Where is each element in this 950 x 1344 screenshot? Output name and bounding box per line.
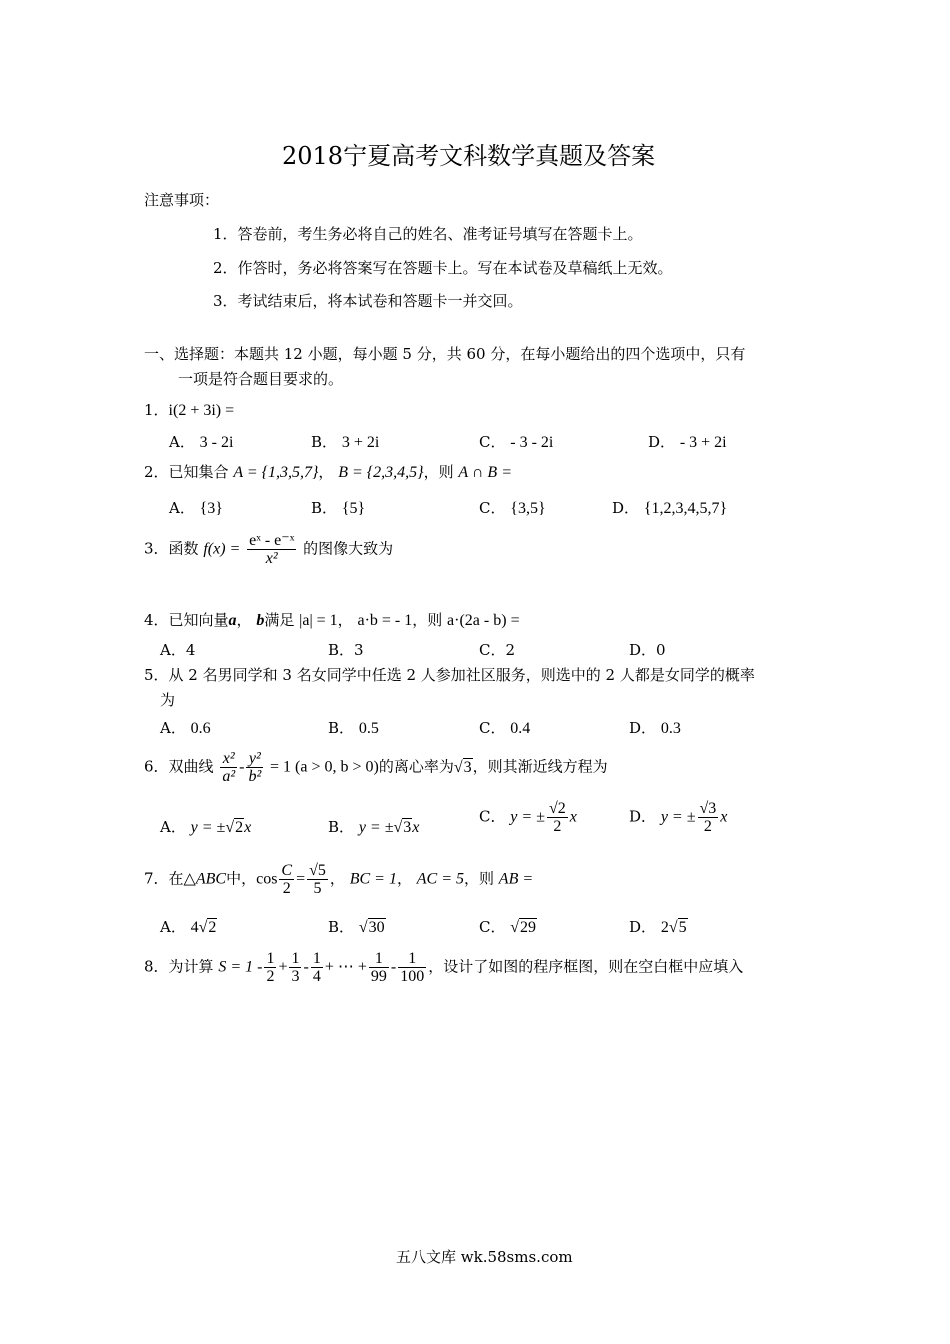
option-label: A． bbox=[160, 719, 186, 737]
radicand: 3 bbox=[708, 800, 717, 817]
q8-fraction bbox=[264, 950, 276, 985]
option-label: A． bbox=[160, 918, 186, 936]
option-value: 0.4 bbox=[510, 720, 531, 737]
q7-fraction-root: $\frac{√5}{5}$ bbox=[309, 862, 326, 897]
option-label: A． bbox=[169, 499, 195, 517]
option-label: B． bbox=[328, 918, 355, 936]
q4-condition-1: |a| = 1 bbox=[299, 612, 338, 629]
radicand: 29 bbox=[520, 919, 537, 936]
option-value: - 3 + 2i bbox=[679, 434, 727, 451]
option-label: D． bbox=[629, 641, 657, 659]
q2-expression: A ∩ B = bbox=[458, 464, 512, 481]
q1-option-d bbox=[648, 432, 727, 453]
fraction-denominator: b² bbox=[248, 768, 262, 785]
q4-option-b bbox=[328, 640, 364, 660]
option-root: √2 bbox=[225, 819, 244, 836]
q4-expression: a·(2a - b) = bbox=[447, 612, 520, 629]
radicand: 30 bbox=[368, 919, 385, 936]
q4-comma: ， bbox=[337, 611, 353, 629]
q2-set-b: B = {2,3,4,5} bbox=[338, 464, 424, 481]
q4-prefix: 4．已知向量 bbox=[144, 611, 229, 629]
q8-prefix: 8．为计算 bbox=[144, 957, 214, 976]
q2-then: ，则 bbox=[423, 463, 454, 481]
option-label: B． bbox=[311, 499, 338, 517]
fraction-numerator: y² bbox=[246, 750, 263, 768]
question-6 bbox=[144, 750, 608, 785]
option-value: 0.5 bbox=[358, 720, 379, 737]
q7-comma: ， bbox=[329, 869, 345, 888]
question-2 bbox=[144, 462, 512, 483]
option-suffix: x bbox=[244, 819, 252, 836]
option-label: B． bbox=[328, 719, 355, 737]
question-4 bbox=[144, 610, 520, 631]
q6-option-c bbox=[479, 800, 577, 835]
q7-triangle: △ABC bbox=[183, 870, 227, 888]
option-label: C． bbox=[479, 807, 506, 826]
option-root: √5 bbox=[668, 919, 687, 936]
q2-set-a: A = {1,3,5,7} bbox=[233, 464, 319, 481]
q3-fraction bbox=[247, 532, 296, 567]
option-value: 3 + 2i bbox=[341, 434, 380, 451]
radicand: 2 bbox=[235, 819, 244, 836]
option-fraction: $\frac{√2}{2}$ bbox=[548, 800, 566, 835]
option-prefix: y = ± bbox=[358, 819, 394, 836]
q8-fraction bbox=[398, 950, 426, 985]
q8-fraction bbox=[369, 950, 389, 985]
option-value: 4 bbox=[185, 641, 196, 659]
question-3 bbox=[144, 532, 393, 567]
plus-sign: + bbox=[278, 958, 288, 976]
question-5-line1: 5．从 2 名男同学和 3 名女同学中任选 2 人参加社区服务，则选中的 2 人都是女同学的概率 bbox=[144, 666, 755, 684]
equals-sign: = bbox=[296, 870, 306, 888]
q6-fraction-y bbox=[246, 750, 263, 785]
option-label: D． bbox=[648, 433, 676, 451]
q6-eccentricity: √3 bbox=[453, 758, 472, 776]
radicand: 3 bbox=[463, 758, 472, 776]
option-value: {3} bbox=[199, 500, 223, 517]
q7-option-a bbox=[160, 917, 217, 938]
q8-sum: S = 1 - bbox=[218, 958, 263, 976]
option-value: 2 bbox=[505, 641, 516, 659]
fraction-denominator: 100 bbox=[400, 968, 425, 985]
minus-sign: - bbox=[239, 758, 245, 776]
q7-ab: AB = bbox=[498, 870, 534, 888]
q7-prefix: 7．在 bbox=[144, 869, 184, 888]
fraction-denominator: 5 bbox=[313, 880, 322, 897]
fraction-numerator: 1 bbox=[291, 950, 300, 967]
q4-vector-b: b bbox=[256, 612, 265, 629]
q7-ac: AC = 5 bbox=[416, 870, 464, 888]
q1-option-b bbox=[311, 432, 379, 453]
q8-fraction bbox=[311, 950, 323, 985]
q2-option-b bbox=[311, 498, 365, 519]
q7-option-d bbox=[629, 917, 688, 938]
q3-suffix: 的图像大致为 bbox=[303, 539, 394, 558]
q7-mid: 中， bbox=[226, 869, 257, 888]
q7-option-c bbox=[479, 917, 537, 938]
q1-option-a bbox=[169, 432, 233, 453]
q1-number: 1． bbox=[144, 401, 169, 419]
option-value: {1,2,3,4,5,7} bbox=[643, 500, 728, 517]
fraction-denominator: 2 bbox=[282, 880, 291, 897]
fraction-denominator: a² bbox=[222, 768, 236, 785]
radicand: 3 bbox=[403, 819, 412, 836]
q4-option-d bbox=[629, 640, 666, 660]
fraction-numerator: eˣ - e⁻ˣ bbox=[249, 532, 295, 549]
option-root: √3 bbox=[393, 819, 412, 836]
q5-option-a bbox=[160, 718, 211, 739]
option-value: {3,5} bbox=[510, 500, 546, 517]
fraction-numerator: 1 bbox=[369, 950, 389, 968]
q2-prefix: 2．已知集合 bbox=[144, 463, 229, 481]
fraction-numerator: x² bbox=[220, 750, 237, 768]
q3-prefix: 3．函数 bbox=[144, 539, 199, 558]
option-label: B． bbox=[328, 818, 355, 836]
option-label: A． bbox=[160, 641, 186, 659]
q5-option-c bbox=[479, 718, 530, 739]
fraction-numerator: 1 bbox=[266, 950, 275, 967]
fraction-denominator: 3 bbox=[291, 968, 300, 985]
q2-option-a bbox=[169, 498, 223, 519]
option-label: D． bbox=[629, 918, 657, 936]
option-coefficient: 2 bbox=[660, 919, 669, 936]
q7-comma: ， bbox=[396, 869, 412, 888]
option-label: C． bbox=[479, 918, 506, 936]
fraction-numerator: 1 bbox=[312, 950, 321, 967]
question-7 bbox=[144, 862, 533, 897]
option-fraction: $\frac{√3}{2}$ bbox=[699, 800, 717, 835]
q4-option-a bbox=[160, 640, 195, 660]
option-label: C． bbox=[479, 499, 506, 517]
q6-prefix: 6．双曲线 bbox=[144, 757, 214, 776]
option-root: √30 bbox=[358, 919, 385, 936]
q6-option-d bbox=[629, 800, 727, 835]
q6-mid: 的离心率为 bbox=[378, 757, 454, 776]
q7-bc: BC = 1 bbox=[349, 870, 397, 888]
option-label: D． bbox=[629, 807, 657, 826]
notice-item-1: 1．答卷前，考生务必将自己的姓名、准考证号填写在答题卡上。 bbox=[213, 225, 643, 243]
option-label: B． bbox=[311, 433, 338, 451]
fraction-numerator: C bbox=[281, 862, 293, 879]
page-title: 2018宁夏高考文科数学真题及答案 bbox=[282, 142, 656, 170]
q4-option-c bbox=[479, 640, 515, 660]
fraction-denominator: x² bbox=[265, 550, 278, 567]
option-suffix: x bbox=[569, 808, 577, 826]
option-value: 3 bbox=[354, 641, 364, 659]
fraction-numerator: 1 bbox=[398, 950, 426, 968]
q8-fraction bbox=[289, 950, 301, 985]
radicand: 5 bbox=[678, 919, 687, 936]
q7-option-b bbox=[328, 917, 386, 938]
q8-suffix: ，设计了如图的程序框图，则在空白框中应填入 bbox=[428, 957, 744, 976]
notice-item-2: 2．作答时，务必将答案写在答题卡上。写在本试卷及草稿纸上无效。 bbox=[213, 259, 673, 277]
option-prefix: y = ± bbox=[510, 808, 545, 826]
option-value: 0 bbox=[656, 641, 666, 659]
q5-option-b bbox=[328, 718, 379, 739]
option-label: D． bbox=[629, 719, 657, 737]
q6-condition: = 1 (a > 0, b > 0) bbox=[270, 758, 379, 776]
q2-option-c bbox=[479, 498, 546, 519]
q6-suffix: ，则其渐近线方程为 bbox=[472, 757, 608, 776]
q7-fraction-c bbox=[279, 862, 294, 897]
q1-option-c bbox=[479, 432, 553, 453]
option-label: A． bbox=[169, 433, 195, 451]
question-8 bbox=[144, 950, 743, 985]
q7-cos: cos bbox=[256, 870, 278, 888]
option-value: {5} bbox=[341, 500, 366, 517]
option-label: B． bbox=[328, 641, 355, 659]
option-value: - 3 - 2i bbox=[510, 434, 554, 451]
q4-comma: ， bbox=[236, 611, 252, 629]
radicand: 2 bbox=[208, 919, 217, 936]
question-1 bbox=[144, 400, 234, 421]
option-root: √2 bbox=[198, 919, 217, 936]
fraction-denominator: 2 bbox=[266, 968, 275, 985]
notice-heading: 注意事项： bbox=[144, 191, 220, 209]
fraction-denominator: 2 bbox=[703, 818, 712, 835]
option-suffix: x bbox=[412, 819, 420, 836]
q7-then: ，则 bbox=[464, 869, 495, 888]
q5-option-d bbox=[629, 718, 681, 739]
option-prefix: y = ± bbox=[660, 808, 696, 826]
option-coefficient: 4 bbox=[190, 919, 199, 936]
option-root: √29 bbox=[510, 919, 537, 936]
q4-condition-2: a·b = - 1 bbox=[357, 612, 413, 629]
option-value: 3 - 2i bbox=[199, 434, 234, 451]
option-value: 0.3 bbox=[660, 720, 681, 737]
q2-option-d bbox=[612, 498, 727, 519]
option-label: C． bbox=[479, 641, 506, 659]
q4-vector-a: a bbox=[228, 612, 237, 629]
fraction-denominator: 2 bbox=[553, 818, 562, 835]
q4-then: ，则 bbox=[412, 611, 443, 629]
section-heading-line1: 一、选择题：本题共 12 小题，每小题 5 分，共 60 分，在每小题给出的四个选项中，只有 bbox=[144, 345, 746, 363]
fraction-denominator: 99 bbox=[370, 968, 387, 985]
option-value: 0.6 bbox=[190, 720, 211, 737]
minus-sign: - bbox=[390, 958, 397, 976]
section-heading-line2: 一项是符合题目要求的。 bbox=[178, 370, 344, 388]
q6-option-a bbox=[160, 817, 251, 838]
q6-fraction-x bbox=[220, 750, 237, 785]
q2-separator: ， bbox=[318, 463, 334, 481]
fraction-denominator: 4 bbox=[312, 968, 321, 985]
option-label: D． bbox=[612, 499, 640, 517]
q3-function: f(x) = bbox=[203, 540, 241, 558]
q1-expression: i(2 + 3i) = bbox=[168, 402, 235, 419]
footer-watermark: 五八文库 wk.58sms.com bbox=[396, 1248, 573, 1266]
question-5-line2: 为 bbox=[160, 691, 176, 709]
ellipsis: + ⋯ + bbox=[324, 958, 367, 976]
radicand: 2 bbox=[557, 800, 566, 817]
option-label: C． bbox=[479, 719, 506, 737]
radicand: 5 bbox=[317, 862, 326, 879]
option-label: A． bbox=[160, 818, 186, 836]
q6-option-b bbox=[328, 817, 419, 838]
q4-mid: 满足 bbox=[264, 611, 295, 629]
option-suffix: x bbox=[720, 808, 728, 826]
option-label: C． bbox=[479, 433, 506, 451]
option-prefix: y = ± bbox=[190, 819, 226, 836]
minus-sign: - bbox=[303, 958, 309, 976]
notice-item-3: 3．考试结束后，将本试卷和答题卡一并交回。 bbox=[213, 292, 523, 310]
